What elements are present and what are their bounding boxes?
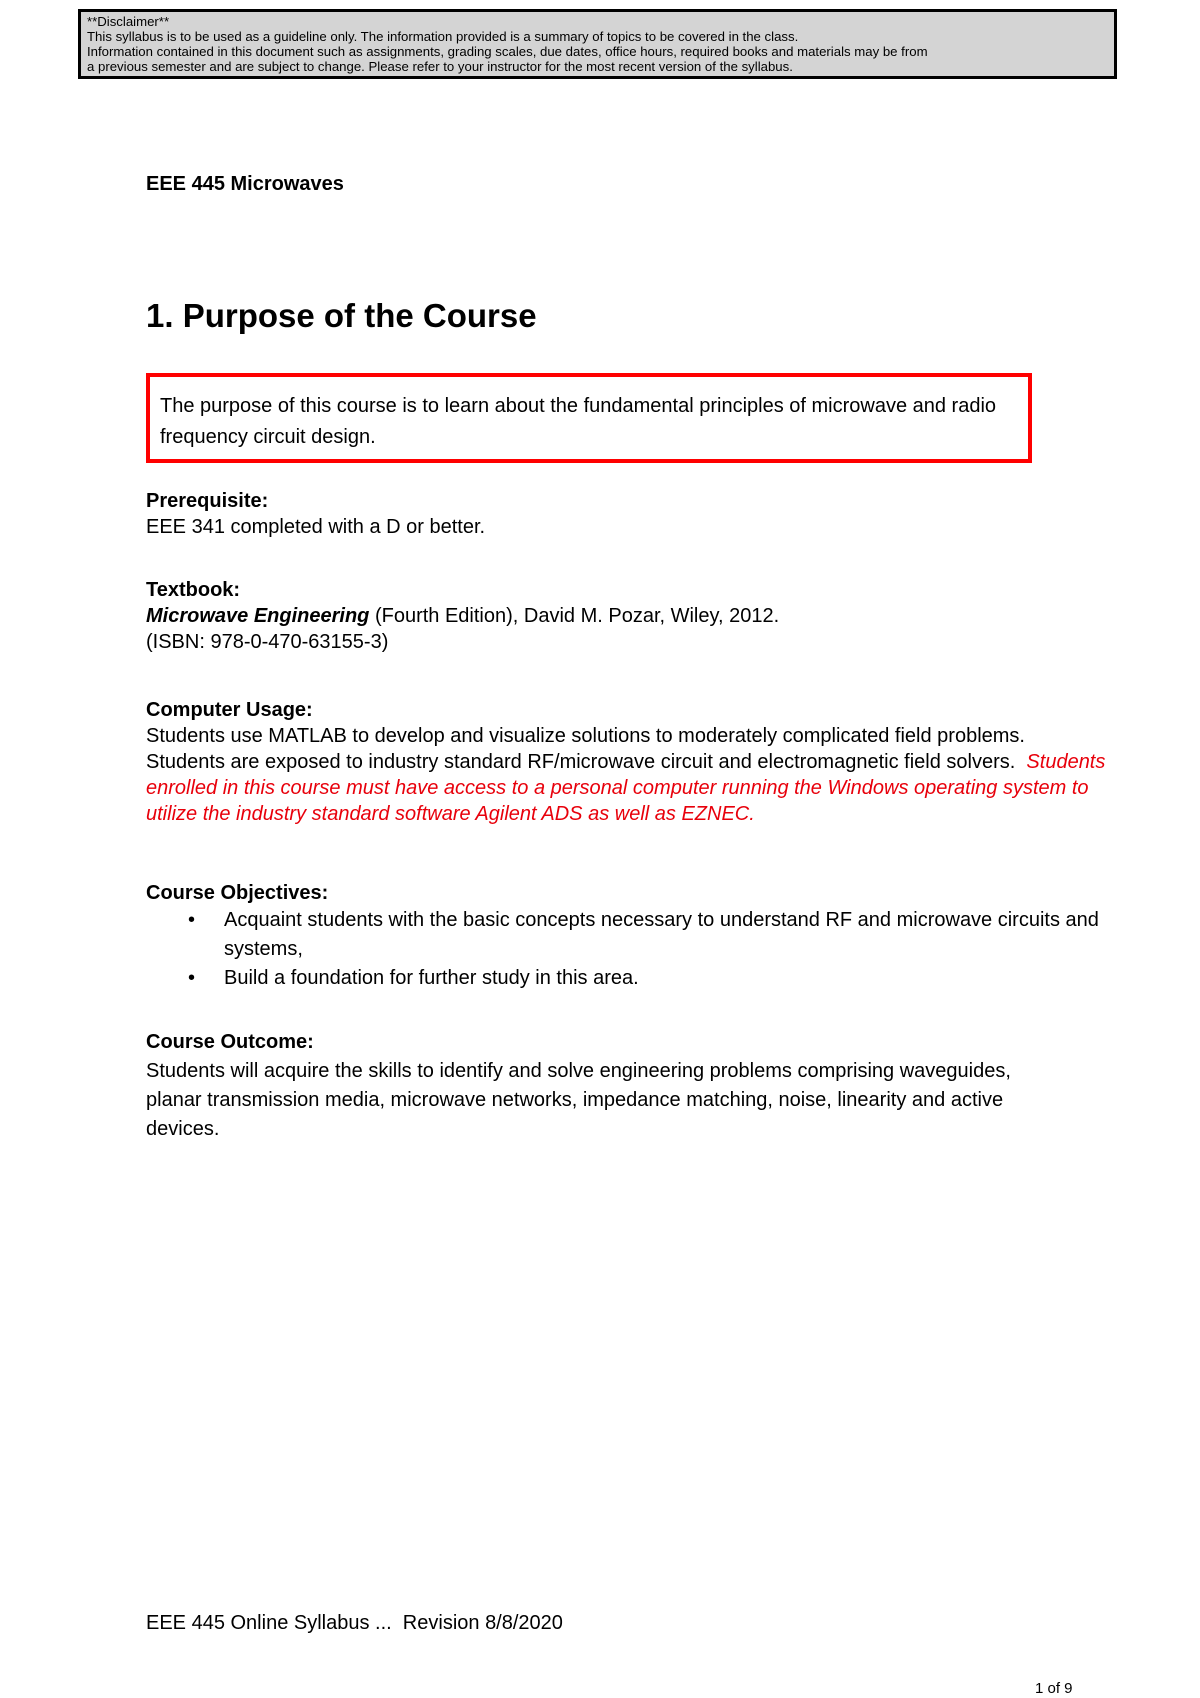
bullet-icon: • <box>188 909 196 931</box>
objectives-list <box>146 906 1106 993</box>
bullet-icon: • <box>188 967 196 989</box>
computer-usage-paragraph <box>146 723 1106 827</box>
list-item <box>146 964 1106 993</box>
textbook-label: Textbook: <box>146 579 241 601</box>
course-outcome-section <box>146 1028 1106 1144</box>
disclaimer-line: **Disclaimer** <box>87 14 170 29</box>
course-objectives-section <box>146 880 1106 993</box>
computer-usage-text: Students use MATLAB to develop and visualize solutions to moderately complicated field problems. Students are exposed to industry standard RF/microwave circuit and electromagnetic field solvers. <box>146 725 1031 773</box>
disclaimer-box <box>78 9 1117 79</box>
disclaimer-line: a previous semester and are subject to change. Please refer to your instructor for the most recent version of the syllabus. <box>87 59 793 74</box>
textbook-isbn: (ISBN: 978-0-470-63155-3) <box>146 631 389 653</box>
objective-text: Build a foundation for further study in this area. <box>224 967 639 989</box>
disclaimer-line: Information contained in this document such as assignments, grading scales, due dates, office hours, required books and materials may be from <box>87 44 928 59</box>
prerequisite-label: Prerequisite: <box>146 490 269 512</box>
course-outcome-text: Students will acquire the skills to identify and solve engineering problems comprising waveguides, planar transmission media, microwave networks, impedance matching, noise, linearity and active devices. <box>146 1060 1011 1140</box>
textbook-section <box>146 577 1106 655</box>
purpose-box <box>146 373 1032 463</box>
prerequisite-text: EEE 341 completed with a D or better. <box>146 516 486 538</box>
page-number: 1 of 9 <box>1035 1680 1073 1697</box>
textbook-title: Microwave Engineering <box>146 605 370 627</box>
section-heading: 1. Purpose of the Course <box>146 297 537 334</box>
list-item <box>146 906 1106 964</box>
textbook-details: (Fourth Edition), David M. Pozar, Wiley, 2012. <box>369 605 780 627</box>
computer-usage-section <box>146 697 1106 827</box>
course-objectives-label: Course Objectives: <box>146 882 329 904</box>
course-title: EEE 445 Microwaves <box>146 173 344 195</box>
prerequisite-section <box>146 488 1106 540</box>
disclaimer-line: This syllabus is to be used as a guideline only. The information provided is a summary of topics to be covered in the class. <box>87 29 799 44</box>
computer-usage-emphasis: Students enrolled in this course must have access to a personal computer running the Windows operating system to utilize the industry standard software Agilent ADS as well as EZNEC. <box>146 751 1106 825</box>
objective-text: Acquaint students with the basic concepts necessary to understand RF and microwave circuits and systems, <box>224 909 1099 960</box>
computer-usage-label: Computer Usage: <box>146 699 313 721</box>
purpose-text: The purpose of this course is to learn about the fundamental principles of microwave and radio frequency circuit design. <box>160 395 997 448</box>
footer-revision: EEE 445 Online Syllabus ... Revision 8/8/2020 <box>146 1612 563 1634</box>
course-outcome-label: Course Outcome: <box>146 1031 314 1053</box>
textbook-citation <box>146 603 1106 629</box>
